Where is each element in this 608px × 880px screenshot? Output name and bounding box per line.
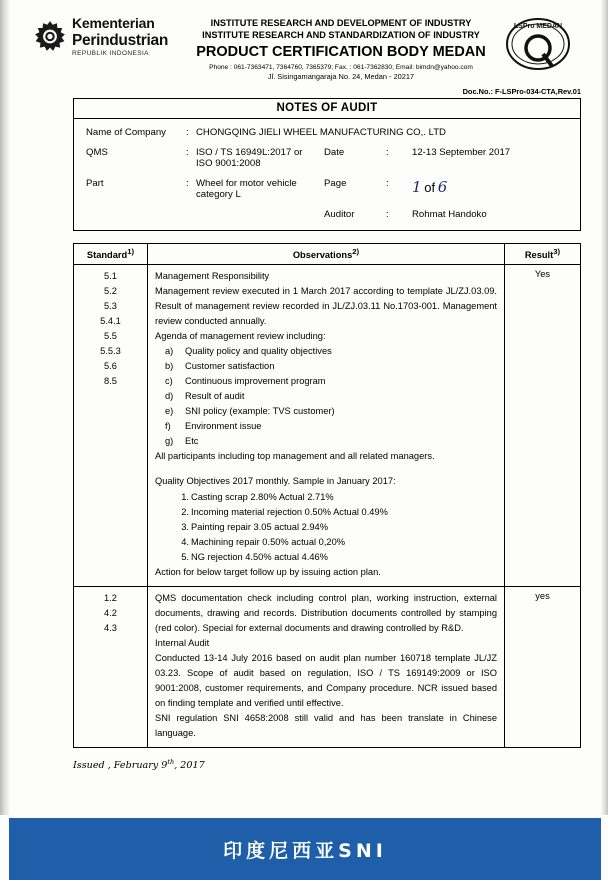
certification-stamp-icon	[499, 16, 577, 72]
agenda-letter-list	[155, 344, 497, 449]
list-marker: d)	[165, 391, 174, 402]
standard-code: 5.5	[104, 331, 117, 342]
company-colon: :	[186, 126, 189, 138]
list-item	[165, 374, 497, 389]
list-marker: e)	[165, 406, 174, 417]
list-marker: 4.	[181, 536, 189, 547]
row2-standards	[74, 586, 148, 747]
part-value-line1: Wheel for motor vehicle	[196, 177, 297, 189]
institute-line-1: INSTITUTE RESEARCH AND DEVELOPMENT OF INDUSTRY	[210, 18, 472, 28]
list-marker: g)	[165, 436, 174, 447]
svg-text:LSPro MEDAN: LSPro MEDAN	[513, 23, 563, 30]
list-item	[165, 434, 497, 449]
standard-code: 4.3	[104, 622, 117, 633]
observation-paragraph: Quality Objectives 2017 monthly. Sample in January 2017:	[155, 476, 396, 487]
header-center	[183, 16, 499, 83]
standard-code: 5.4.1	[100, 315, 121, 326]
table-row	[74, 264, 581, 586]
contact-address-line: Jl. Sisingamangaraja No. 24, Medan - 20217	[267, 72, 415, 82]
page-of-label: of	[424, 179, 436, 195]
issued-sup: th	[167, 758, 175, 767]
list-text: Incoming material rejection 0.50% Actual 0.49%	[191, 506, 388, 517]
ministry-wordmark	[72, 16, 168, 57]
list-marker: c)	[165, 376, 173, 387]
date-colon: :	[386, 146, 389, 158]
page-total-handwritten: 6	[437, 177, 448, 196]
observation-paragraph: All participants including top management and all related managers.	[155, 451, 435, 462]
company-value: CHONGQING JIELI WHEEL MANUFACTURING CO,. LTD	[196, 126, 446, 138]
auditor-value: Rohmat Handoko	[412, 208, 487, 220]
auditor-row	[86, 209, 570, 220]
list-text: Continuous improvement program	[185, 376, 326, 387]
list-text: Machining repair 0.50% actual 0,20%	[191, 536, 346, 547]
part-colon: :	[186, 177, 189, 189]
observation-paragraph: SNI regulation SNI 4658:2008 still valid and has been translate in Chinese language.	[155, 713, 497, 739]
contact-phone-line: Phone : 061-7363471, 7364760, 7365379; Fax. : 061-7362830; Email: bimdn@yahoo.com	[209, 63, 473, 71]
page-value	[412, 178, 570, 196]
list-text: SNI policy (example: TVS customer)	[185, 406, 335, 417]
header-observations	[148, 243, 505, 264]
qms-value	[196, 147, 324, 169]
doc-number: Doc.No.: F-LSPro-034-CTA,Rev.01	[462, 86, 581, 96]
header-standard	[74, 243, 148, 264]
observation-paragraph: Agenda of management review including:	[155, 331, 326, 342]
header-result	[505, 243, 581, 264]
list-text: Result of audit	[185, 391, 245, 402]
page-row	[324, 178, 570, 196]
standard-code: 5.1	[104, 270, 117, 281]
list-item	[165, 389, 497, 404]
qms-label: QMS	[86, 146, 108, 158]
list-item	[165, 404, 497, 419]
header-result-label: Result	[524, 249, 554, 260]
notes-of-audit-box	[73, 98, 581, 231]
row1-result: Yes	[505, 264, 581, 586]
ministry-line3: REPUBLIK INDONESIA	[72, 49, 149, 57]
list-text: Painting repair 3.05 actual 2.94%	[191, 521, 328, 532]
list-marker: f)	[165, 421, 171, 432]
qms-colon: :	[186, 146, 189, 158]
date-row	[324, 147, 570, 158]
observation-paragraph: Management Responsibility	[155, 270, 270, 281]
qms-value-line2: ISO 9001:2008	[196, 157, 261, 169]
paragraph-gap	[155, 464, 497, 474]
list-item	[181, 550, 497, 565]
page-label: Page	[324, 177, 347, 189]
auditor-colon: :	[386, 208, 389, 220]
qms-value-line1: ISO / TS 16949L:2017 or	[196, 146, 303, 158]
gear-logo-icon	[33, 20, 67, 54]
document-body	[9, 0, 601, 815]
list-marker: 5.	[181, 551, 189, 562]
part-value	[196, 178, 324, 200]
list-item	[181, 505, 497, 520]
observation-paragraph: Internal Audit	[155, 637, 210, 648]
header-result-sup: 3)	[553, 246, 561, 256]
list-item	[165, 359, 497, 374]
standard-code: 1.2	[104, 592, 117, 603]
standard-code: 5.2	[104, 285, 117, 296]
standard-code: 5.5.3	[100, 346, 121, 357]
page-current-handwritten: 1	[412, 177, 422, 196]
list-text: NG rejection 4.50% actual 4.46%	[191, 551, 328, 562]
list-item	[181, 490, 497, 505]
date-value: 12-13 September 2017	[412, 146, 511, 158]
scan-edge-left	[0, 0, 9, 815]
list-text: Environment issue	[185, 421, 262, 432]
observation-paragraph: QMS documentation check including control plan, working instruction, external documents, drawing and records. Distribution documents controlled by stamping (red color). Special for external documents and drawing controlled by R&D.	[155, 592, 497, 633]
list-marker: 3.	[181, 521, 189, 532]
table-header-row	[74, 243, 581, 264]
standard-code: 5.3	[104, 300, 117, 311]
row1-observations	[148, 264, 505, 586]
list-marker: 1.	[181, 491, 189, 502]
notes-body	[74, 119, 580, 230]
header-standard-sup: 1)	[127, 246, 135, 256]
company-row	[86, 127, 570, 138]
list-item	[181, 520, 497, 535]
footer-band	[9, 818, 601, 880]
row1-standards	[74, 264, 148, 586]
header-standard-label: Standard	[86, 249, 128, 260]
qms-row	[86, 147, 570, 169]
observation-paragraph: Conducted 13-14 July 2016 based on audit plan number 160718 template JL/JZ 03.23. Scope of audit based on regulation, ISO / TS 169149:2009 or ISO 9001:2008, customer requirements, and Company procedure. NCR issued based on finding template and verified until effective.	[155, 652, 497, 709]
list-text: Casting scrap 2.80% Actual 2.71%	[191, 491, 334, 502]
list-text: Etc	[185, 436, 199, 447]
date-label: Date	[324, 146, 345, 158]
list-item	[181, 535, 497, 550]
list-marker: a)	[165, 346, 174, 357]
issued-prefix: Issued , February 9	[73, 760, 168, 772]
table-row	[74, 586, 581, 747]
list-text: Customer satisfaction	[185, 361, 275, 372]
document-header	[27, 10, 583, 85]
list-text: Quality policy and quality objectives	[185, 346, 332, 357]
auditor-field	[324, 209, 570, 220]
header-observations-label: Observations	[292, 249, 353, 260]
list-marker: 2.	[181, 506, 189, 517]
ministry-line2: Perindustrian	[72, 31, 169, 49]
notes-title: NOTES OF AUDIT	[74, 99, 580, 119]
observation-paragraph: Management review executed in 1 March 2017 according to template JL/ZJ.03.09. Result of management review recorded in JL/ZJ.03.11 No.1703-001. Management review conducted annually.	[155, 285, 497, 326]
auditor-label: Auditor	[324, 208, 355, 220]
row2-observations	[148, 586, 505, 747]
company-label: Name of Company	[86, 126, 166, 138]
part-row	[86, 178, 570, 200]
document-main-title: PRODUCT CERTIFICATION BODY MEDAN	[196, 43, 486, 60]
row2-result: yes	[505, 586, 581, 747]
list-item	[165, 419, 497, 434]
institute-line-2: INSTITUTE RESEARCH AND STANDARDIZATION OF INDUSTRY	[202, 30, 480, 41]
scan-edge-right	[601, 0, 608, 815]
page-colon: :	[386, 177, 389, 189]
header-observations-sup: 2)	[352, 246, 360, 256]
standard-code: 8.5	[104, 376, 117, 387]
audit-observations-table	[73, 243, 581, 749]
part-label: Part	[86, 177, 104, 189]
issued-suffix: , 2017	[174, 760, 205, 772]
footer-label: 印度尼西亚SNI	[223, 839, 387, 862]
standard-code: 5.6	[104, 361, 117, 372]
list-item	[165, 344, 497, 359]
part-value-line2: category L	[196, 188, 241, 200]
list-marker: b)	[165, 361, 174, 372]
ministry-line1: Kementerian	[72, 15, 155, 31]
observation-paragraph: Action for below target follow up by issuing action plan.	[155, 566, 381, 577]
standard-code: 4.2	[104, 607, 117, 618]
issued-date	[73, 758, 581, 771]
quality-objectives-list	[155, 490, 497, 565]
ministry-logo	[33, 16, 183, 57]
